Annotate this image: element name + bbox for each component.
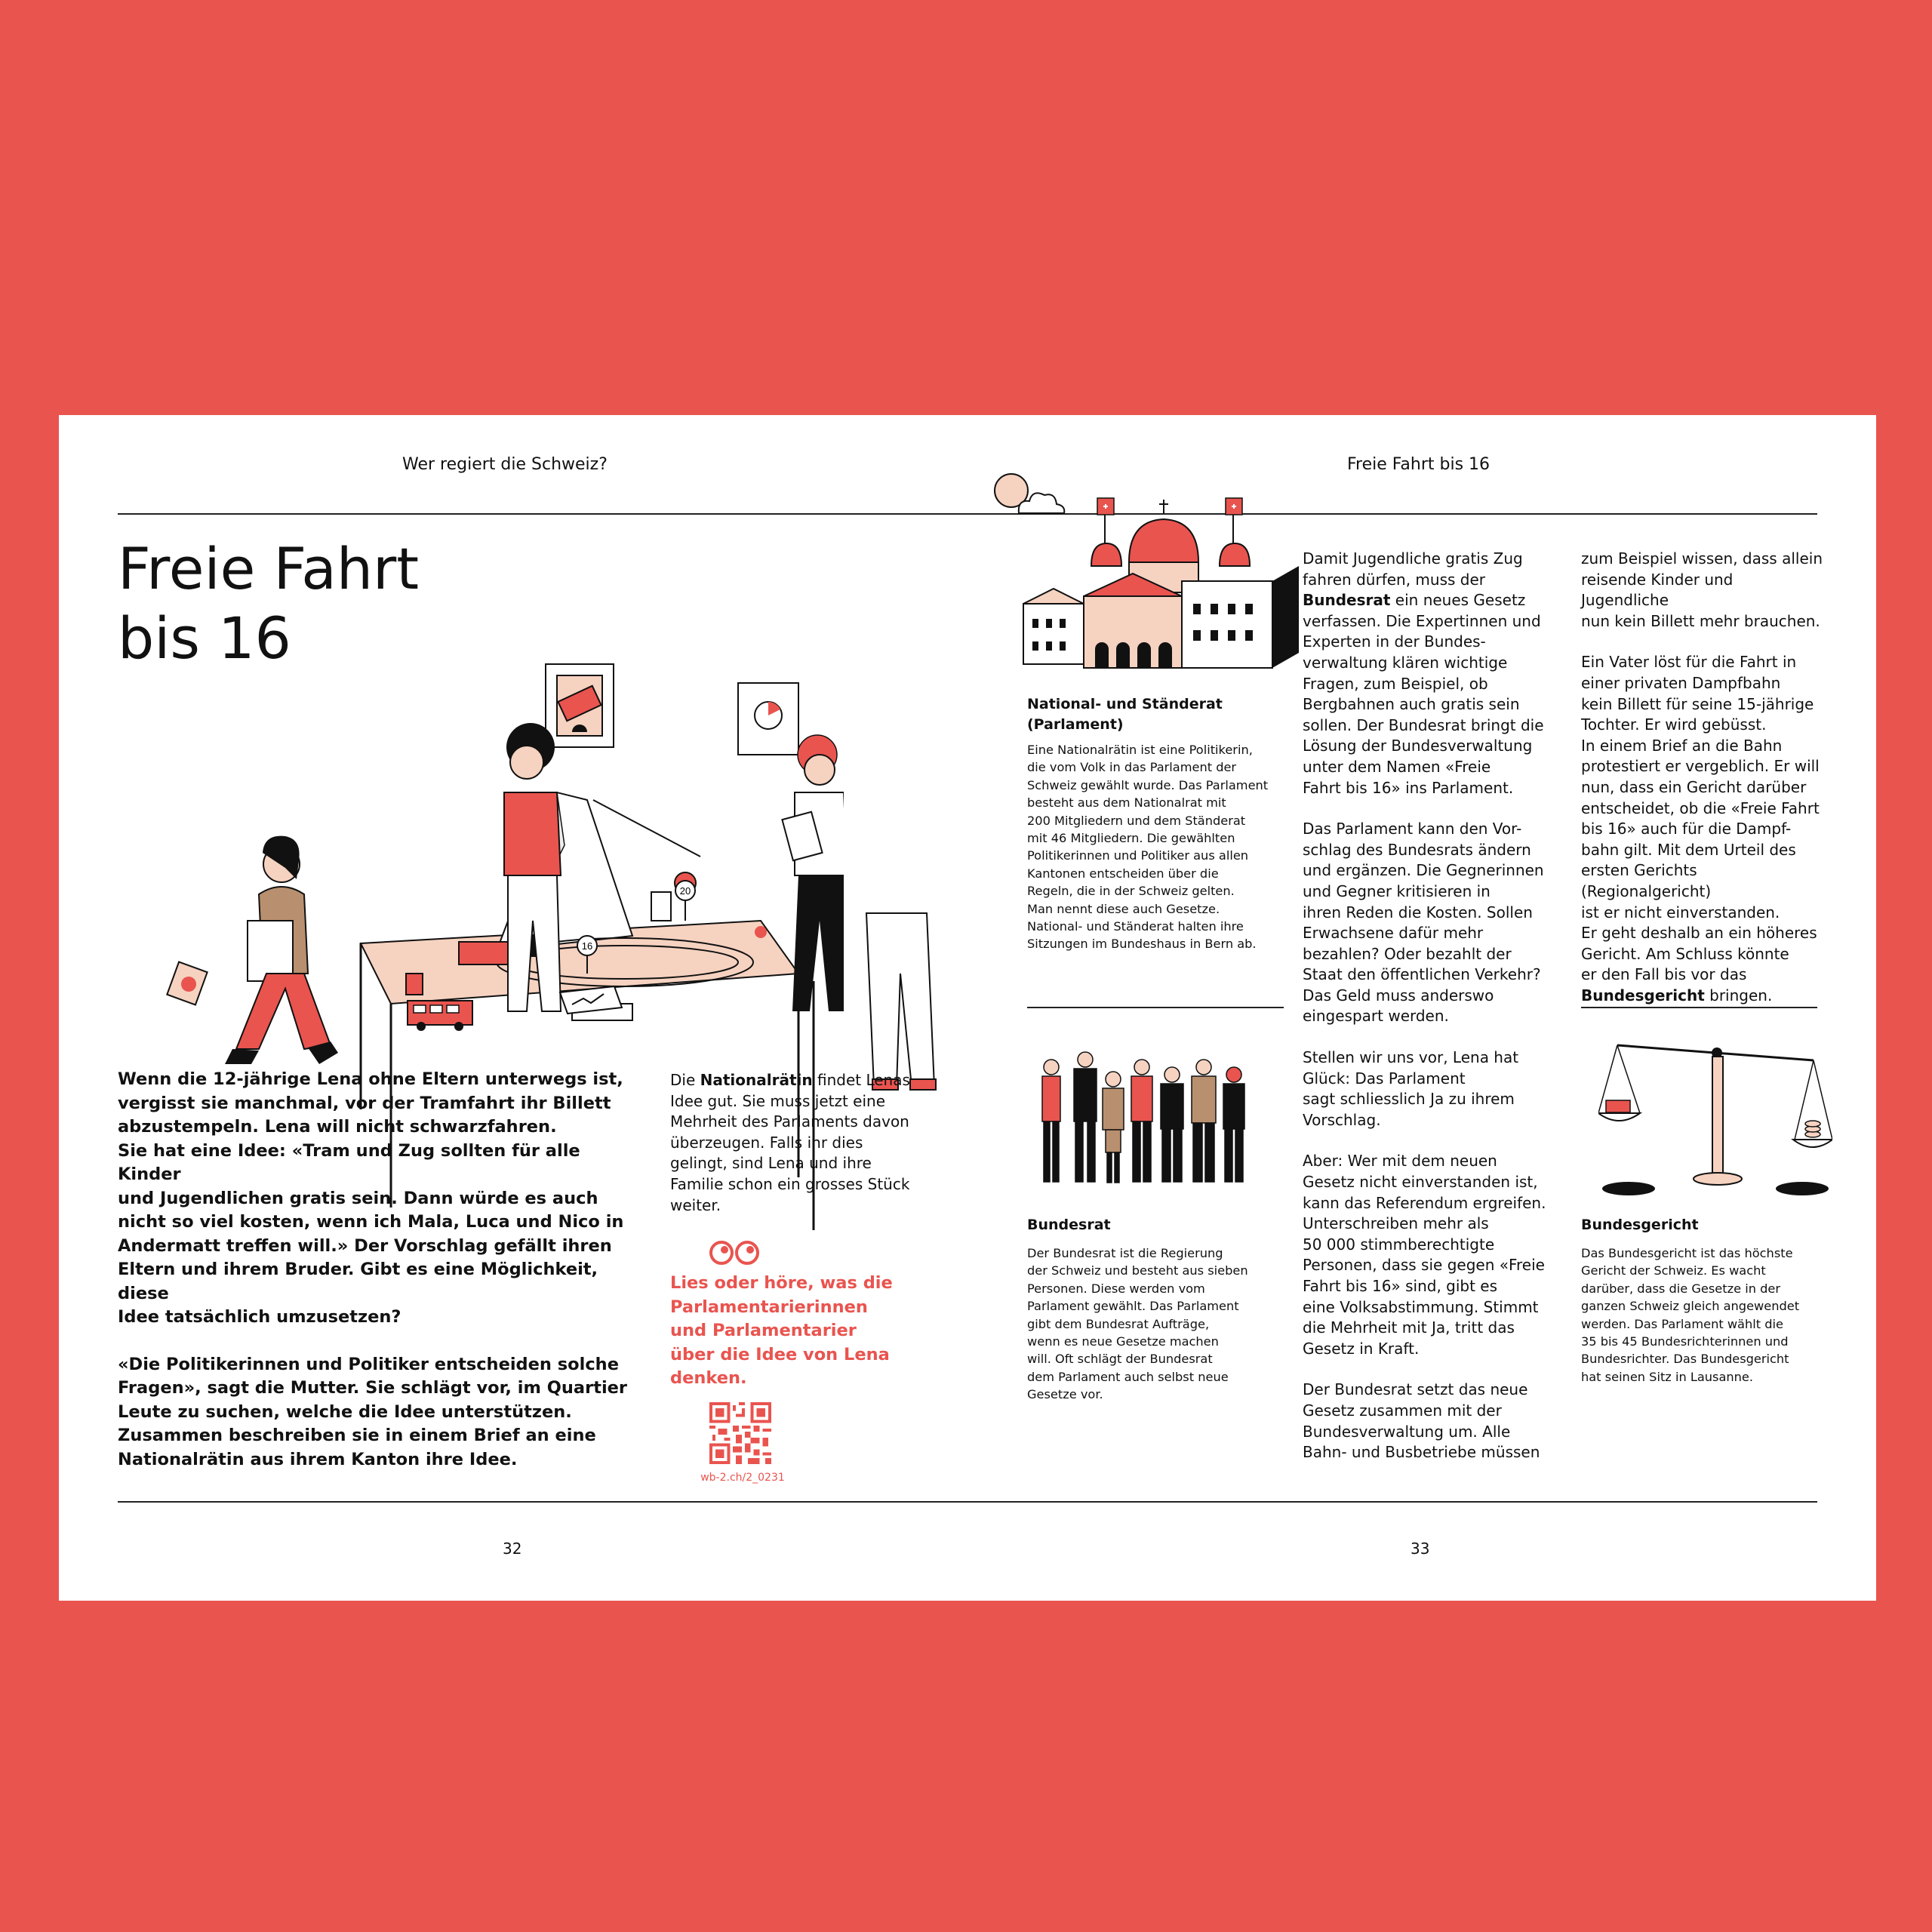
toy-bus-icon <box>405 996 480 1034</box>
sign-20-label: 20 <box>679 885 691 897</box>
person-4 <box>1131 1060 1152 1182</box>
running-header-left: Wer regiert die Schweiz? <box>402 455 608 474</box>
person-1 <box>1042 1060 1060 1182</box>
wall-chart <box>738 683 798 755</box>
title-line-2: bis 16 <box>118 605 291 672</box>
right-block-2: Ein Vater löst für die Fahrt in einer privaten Dampfbahn kein Billett für seine 15-jährige Tochter. Er wird gebüsst. In einem Brief an die Bahn protestiert er vergeblich. Er will nun, dass ein Gericht darüber entscheidet, ob die «Freie Fahrt bis 16» auch für die Dampf- bahn gilt. Mit dem Urteil des ersten Gerichts (Regionalgericht) ist er nicht einverstanden. Er geht deshalb an ein höheres Gericht. Am Schluss könnte er den Fall bis vor das Bundesgericht bringen. <box>1581 653 1820 1004</box>
intro-paragraph-2: «Die Politikerinnen und Politiker entscheiden solche Fragen», sagt die Mutter. Sie schlägt vor, im Quartier Leute zu suchen, welche die Idee unterstützen. Zusammen beschreiben sie in einem Brief an eine Nationalrätin aus ihrem Kanton ihre Idee. <box>118 1354 628 1469</box>
bottom-rule <box>118 1501 1817 1503</box>
person-2 <box>1074 1052 1097 1182</box>
right-block-1: zum Beispiel wissen, dass allein reisende Kinder und Jugendliche nun kein Billett mehr brauchen. <box>1581 549 1823 630</box>
parliament-title: National- und Ständerat <box>1027 696 1223 712</box>
bundesgericht-caption <box>1581 1215 1830 1386</box>
floating-pie-paper <box>167 962 207 1005</box>
page-number-right: 33 <box>1411 1540 1430 1558</box>
qr-code[interactable] <box>709 1402 771 1464</box>
parliament-text: Eine Nationalrätin ist eine Politikerin, die vom Volk in das Parlament der Schweiz gewählt wurde. Das Parlament besteht aus dem Nationalrat mit 200 Mitgliedern und dem Ständerat mit 46 Mitgliedern. Die gewählten Politikerinnen und Politiker aus allen Kantonen entscheiden über die Regeln, die in der Schweiz gelten. Man nennt diese auch Gesetze. National- und Ständerat halten ihre Sitzungen im Bundeshaus in Bern ab. <box>1027 743 1269 952</box>
person-3 <box>1103 1072 1124 1183</box>
bundesgericht-title: Bundesgericht <box>1581 1217 1699 1233</box>
divider-parliament <box>1027 1007 1284 1008</box>
parliament-caption <box>1027 694 1276 953</box>
scales-of-justice-illustration <box>1598 1034 1832 1200</box>
intro-text <box>118 1068 638 1472</box>
nationalraetin-note: Die Nationalrätin findet Lenas Idee gut. Sie muss jetzt eine Mehrheit des Parlaments davon überzeugen. Falls ihr dies gelingt, sind Lena und ihre Familie schon ein grosses Stück weiter. <box>670 1071 910 1214</box>
middle-block-1: Damit Jugendliche gratis Zug fahren dürfen, muss der Bundesrat ein neues Gesetz verfassen. Die Expertinnen und Experten in der Bundes- verwaltung klären wichtige Fragen, zum Beispiel, ob Bergbahnen auch gratis sein sollen. Der Bundesrat bringt die Lösung der Bundesverwaltung unter dem Namen «Freie Fahrt bis 16» ins Parlament. <box>1303 549 1544 797</box>
bundesrat-text: Der Bundesrat ist die Regierung der Schweiz und besteht aus sieben Personen. Diese werden vom Parlament gewählt. Das Parlament gibt dem Bundesrat Aufträge, wenn es neue Gesetze machen will. Oft schlägt der Bundesrat dem Parlament auch selbst neue Gesetze vor. <box>1027 1246 1248 1402</box>
intro-paragraph-1: Wenn die 12-jährige Lena ohne Eltern unterwegs ist, vergisst sie manchmal, vor der Tramfahrt ihr Billett abzustempeln. Lena will nicht schwarzfahren. Sie hat eine Idee: «Tram und Zug sollten für alle Kinder und Jugendlichen gratis sein. Dann würde es auch nicht so viel kosten, wenn ich Mala, Luca und Nico in Andermatt treffen will.» Der Vorschlag gefällt ihren Eltern und ihrem Bruder. Gibt es eine Möglichkeit, diese Idee tatsächlich umzusetzen? <box>118 1069 624 1327</box>
top-rule <box>118 513 1817 515</box>
sign-16-label: 16 <box>581 940 593 952</box>
book-spread <box>59 415 1876 1601</box>
middle-block-3: Stellen wir uns vor, Lena hat Glück: Das Parlament sagt schliesslich Ja zu ihrem Vorschlag. <box>1303 1048 1519 1129</box>
audio-prompt: Lies oder höre, was die Parlamentarierinnen und Parlamentarier über die Idee von Lena denken. <box>670 1273 893 1388</box>
speed-sign-20 <box>675 881 695 921</box>
framed-tram-picture <box>546 664 614 747</box>
divider-right-column <box>1581 1007 1817 1008</box>
middle-block-2: Das Parlament kann den Vor- schlag des Bundesrats ändern und ergänzen. Die Gegnerinnen und Gegner kritisieren in ihren Reden die Kosten. Sollen Erwachsene dafür mehr bezahlen? Oder bezahlt der Staat den öffentlichen Verkehr? Das Geld muss anderswo eingespart werden. <box>1303 820 1544 1026</box>
running-header-right: Freie Fahrt bis 16 <box>1347 455 1491 474</box>
title-line-1: Freie Fahrt <box>118 535 420 602</box>
parliament-subtitle: (Parlament) <box>1027 716 1124 733</box>
swiss-flag-left <box>1097 498 1114 543</box>
middle-block-5: Der Bundesrat setzt das neue Gesetz zusammen mit der Bundesverwaltung um. Alle Bahn- und Busbetriebe müssen <box>1303 1380 1540 1462</box>
person-6 <box>1192 1060 1216 1182</box>
person-5 <box>1161 1067 1183 1182</box>
lena-walking <box>225 836 338 1064</box>
eyes-ears-icon <box>708 1238 761 1268</box>
swiss-flag-right <box>1226 498 1242 543</box>
qr-link[interactable]: wb-2.ch/2_0231 <box>700 1472 785 1484</box>
bundesrat-title: Bundesrat <box>1027 1217 1111 1233</box>
right-column <box>1581 549 1823 1006</box>
red-cup <box>406 974 423 995</box>
bundesgericht-text: Das Bundesgericht ist das höchste Gericht der Schweiz. Es wacht darüber, dass die Gesetze in der ganzen Schweiz gleich angewendet werden. Das Parlament wählt die 35 bis 45 Bundesrichterinnen und Bundesrichter. Das Bundesgericht hat seinen Sitz in Lausanne. <box>1581 1246 1800 1384</box>
person-7 <box>1223 1067 1244 1182</box>
bundesrat-group-illustration <box>1029 1051 1270 1194</box>
bundesrat-caption <box>1027 1215 1276 1404</box>
middle-column <box>1303 549 1559 1463</box>
page-number-left: 32 <box>503 1540 522 1558</box>
chart-paper-icon <box>557 985 625 1015</box>
middle-block-4: Aber: Wer mit dem neuen Gesetz nicht einverstanden ist, kann das Referendum ergreifen. Unterschreiben mehr als 50 000 stimmberechtigte Personen, dass sie gegen «Freie Fahrt bis 16» sind, gibt es eine Volksabstimmung. Stimmt die Mehrheit mit Ja, tritt das Gesetz in Kraft. <box>1303 1152 1546 1358</box>
